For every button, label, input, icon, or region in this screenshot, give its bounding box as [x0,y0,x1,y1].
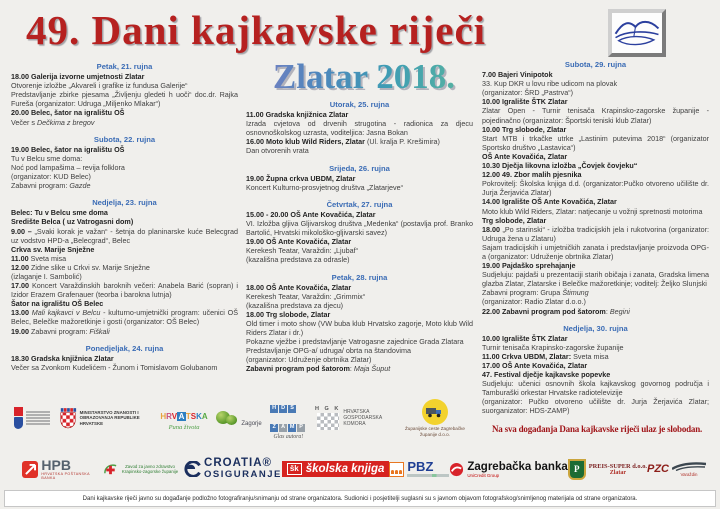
date-header: Četvrtak, 27. rujna [326,199,393,209]
page-subtitle: Zlatar 2018. [248,57,480,97]
pzc-swoosh-icon [672,461,706,471]
event-line: Sudjeluju: pajdaši u prezentaciji starih običaja i zanata, Gradska limena glazba Zlatar, Zlatarske i Belečke mažoretkinje; voditelj: Željko Slunjski [482,270,709,289]
event-line: 19.00 Zabavni program: Fiškali [11,326,110,336]
hpb-sublabel: HRVATSKA POŠTANSKA BANKA [41,471,90,480]
event-line: Trg slobode, Zlatar [482,215,547,225]
hds-zamp-logo [270,396,306,440]
event-line: 15.00 - 20.00 OŠ Ante Kovačića, Zlatar [246,209,376,219]
event-line: 12.00 49. Zbor malih pjesnika [482,170,582,180]
zagrebacka-banka-label: Zagrebačka banka [467,460,568,473]
croatia-osiguranje-logo [179,458,282,480]
event-line: 18.30 Gradska knjižnica Zlatar [11,353,114,363]
event-line: Sajam tradicijskih i umjetničkih zanata i predstavljanje proizvoda OPG-a (organizator: Udruženje obrtnika Zlatar) [482,242,709,261]
event-line: Zabavni program: Grupa Štimung [482,288,589,298]
event-line: 19.00 OŠ Ante Kovačića, Zlatar [246,237,352,247]
event-line: (organizator: Pučko otvoreno učilište dr. Jurja Žerjavića Zlatar; suorganizator: HDS-ZAMP) [482,397,709,416]
pzc-logo [647,461,706,477]
zaba-mark-icon [449,462,464,477]
zupanijske-ceste-label: Županijske ceste Zagrebačke županije d.o.o. [404,426,465,437]
event-line: Pokrovitelj: Školska knjiga d.d. (organizator:Pučko otvoreno učilište dr. Jurja Žerjavića Zlatar) [482,179,709,198]
photo-consent-text: Dani kajkavske riječi javno su događanje podložno fotografiranju/snimanju od strane organizatora. Sudionici i posjetitelji suglasni su s javnom objavom fotografskog/snimljenog materijala od strane organizatora. [82,495,638,502]
croatia-label: CROATIA® [204,457,273,469]
date-header: Utorak, 25. rujna [329,100,390,109]
event-line: Večer sa Zvonkom Kudelićem - Žunom i Tomislavom Golubanom [11,362,218,372]
zavod-zdravstvo-logo [103,462,179,477]
event-line: 18.00 „Po starinski“ - izložba tradicijskih jela i rukotvorina (organizator: Udruga žena u Zlataru) [482,224,710,243]
puna-zivota-label: Puna života [168,423,200,431]
date-header: Subota, 22. rujna [93,134,156,144]
event-line: Belec: Tu v Belcu sme doma [11,208,108,218]
event-line: Izrada cvjetova od drvenih strugotina - radionica za djecu osnovnoškolskog uzrasta, voditeljica: Jasna Bokan [246,119,473,138]
event-line: 11.00 Sveta misa [11,253,67,263]
event-line: 14.00 Igralište OŠ Ante Kovačića, Zlatar [482,197,617,207]
zagrebacka-banka-logo [449,461,567,478]
program-column-left [11,62,238,372]
hpb-arrow-icon [22,461,38,478]
event-line: Dan otvorenih vrata [246,146,309,156]
preis-super-label: PREIS-SUPER d.o.o. [588,462,647,470]
event-line: 10.00 Igralište ŠTK Zlatar [482,333,568,343]
pbz-logo [389,461,449,477]
page-title: 49. Dani kajkavske riječi [26,7,487,53]
event-line: 12.00 Zidne slike u Crkvi sv. Marije Snježne [11,262,150,272]
event-line: Šator na igralištu OŠ Belec [11,299,104,309]
date-header: Petak, 21. rujna [96,62,153,71]
event-line: 17.00 OŠ Ante Kovačića, Zlatar [482,361,588,370]
program-column-right [482,60,709,416]
event-line: Moto klub Wild Riders, Zlatar: natjecanje u vožnji spretnosti motorima [482,206,703,216]
footer-bar [4,490,716,507]
hgk-checker-icon [317,413,339,430]
event-line: 10.30 Dječja likovna izložba „Čovjek čovjeku“ [482,161,638,171]
pbz-waves-icon [389,462,404,477]
hrvatska-puna-zivota-logo [160,406,207,431]
event-line: Zabavni program pod šatorom: Maja Šuput [246,364,391,374]
zamp-letter-squares: Z A M P [270,415,306,433]
unicredit-label: UniCredit Group [467,472,500,478]
event-line: 17.00 Koncert Varaždinskih baroknih večeri: Anabela Barić (sopran) i Izidor Erazem Grafenauer (teorba i barokna lutnja) [11,281,238,300]
event-line: Pokazne vježbe i predstavljanje Vatrogasne zajednice Grada Zlatara [246,337,464,347]
event-line: 19.00 Pajdaško sprehajanje [482,261,576,271]
event-line: 18.00 Galerija izvorne umjetnosti Zlatar [11,72,145,82]
hgk-label: HRVATSKA GOSPODARSKA KOMORA [343,409,382,427]
date-header: Nedjelja, 23. rujna [92,198,157,208]
event-line: Old timer i moto show (VW buba klub Hrvatsko zagorje, Moto klub Wild Riders Zlatar i dr.) [246,318,473,338]
event-line: Zlatar Open - Turnir tenisača Krapinsko-zagorske županije - pojedinačno (organizator: Športski teniski klub Zlatar) [482,106,709,125]
pbz-small-text [407,474,449,477]
croatia-monogram-icon [179,461,201,477]
sponsor-row-companies [22,458,706,480]
event-line: Otvorenje izložbe „Akvareli i grafike iz fundusa Galerije“ [11,81,188,91]
zavod-zdravstvo-label: Zavod za javno zdravstvo Krapinsko-zagorske županije [121,463,179,474]
event-line: 20.00 Belec, šator na igralištu OŠ [11,108,125,118]
hrvatska-wordmark: HRV A TSKA [160,411,208,421]
event-line: 33. Kup DKR u lovu ribe udicom na plovak [482,79,618,89]
event-line: OŠ Ante Kovačića, Zlatar [482,151,568,161]
event-line: Noć pod lampašima – revija folklora [11,162,125,172]
glas-autora-tagline: Glas autora! [273,434,304,440]
event-line: 11.00 Crkva UBDM, Zlatar: Sveta misa [482,351,609,361]
event-line: (organizator: Udruženje obrtnika Zlatar) [246,355,372,365]
skolska-knjiga-logo [282,461,390,477]
hds-letter-squares: H D S [272,405,294,411]
date-header: Petak, 28. rujna [331,272,388,282]
event-line: Zabavni program: Gazde [11,181,91,191]
event-line: 10.00 Trg slobode, Zlatar [482,124,567,134]
event-line: Predstavljanje zbirke pjesama „Življenju gledeti h uoči“ doc.dr. Rajka Fureša (organizator: Udruga „Miljenko Mlakar“) [11,90,238,109]
date-header: Srijeda, 26. rujna [329,163,390,173]
program-column-middle [246,100,473,374]
zupanijske-ceste-logo [404,399,466,437]
ministry-culture-icon [14,407,23,429]
green-apples-icon [216,409,238,427]
date-header: Nedjelja, 30. rujna [563,323,628,333]
road-truck-icon [422,399,448,425]
ministarstvo-kulture-logo [14,407,50,429]
preis-super-logo [568,459,647,480]
event-line: 19.00 Belec, šator na igralištu OŠ [11,144,125,154]
event-line: (organizator: KUD Belec) [11,172,91,182]
sk-mark: šk [287,463,302,475]
event-line: 10.00 Igralište ŠTK Zlatar [482,97,568,107]
event-line: 18.00 Trg slobode, Zlatar [246,309,331,319]
event-line: Sudjeluju: učenici osnovnih škola kajkavskog govornog područja i Tamburaški orkestar Hrvatske radiotelevizije [482,379,709,398]
date-header: Subota, 29. rujna [564,60,627,69]
croatian-coat-of-arms-icon [59,408,77,429]
event-line: (organizator: Radio Zlatar d.o.o.) [482,297,586,307]
event-line: 22.00 Zabavni program pod šatorom: Begini [482,306,630,316]
hgk-letters: H G K [315,406,341,412]
event-line: Kerekesh Teatar, Varaždin: „Grimmix“ [246,291,366,301]
date-header: Ponedjeljak, 24. rujna [85,343,164,353]
event-line: (kazališna predstava za odrasle) [246,255,350,265]
hpb-label: HPB [41,456,71,473]
hpb-logo [22,456,103,480]
hills-eye-icon [614,15,660,51]
dani-kajkavske-rijeci-logo [608,9,666,57]
pbz-label: PBZ [407,459,434,475]
skolska-knjiga-label: školska knjiga [305,463,385,475]
event-line: Večer s Dečkima z bregov [11,117,95,127]
event-line: 47. Festival dječje kajkavske popevke [482,370,611,380]
event-line: Turnir tenisača Krapinsko-zagorske županije [482,342,624,352]
zagorje-label: Zagorje [241,421,262,427]
event-line: 13.00 Mali kajkavci v Belcu - kulturno-umjetnički program: učenici OŠ Belec, Belečke mažoretkinje i gosti (organizator: OŠ Belec) [11,308,238,327]
hgk-logo [315,406,395,430]
ministry-culture-small-text [26,411,50,424]
event-line: Koncert Kulturno-prosvjetnog društva „Zlatarjeve“ [246,182,403,192]
free-entry-notice: Na sva događanja Dana kajkavske riječi ulaz je slobodan. [492,424,703,434]
event-line: 18.00 OŠ Ante Kovačića, Zlatar [246,282,352,292]
event-line: 16.00 Moto klub Wild Riders, Zlatar (Ul. kralja P. Krešimira) [246,137,440,147]
event-line: Središte Belca ( uz Vatrogasni dom) [11,217,134,227]
event-line: (kazališna predstava za djecu) [246,300,344,310]
zagorje-logo [216,409,261,427]
health-cross-icon [103,462,118,477]
preis-zlatar-label: Zlatar [609,469,627,476]
event-line: 11.00 Gradska knjižnica Zlatar [246,110,349,120]
event-line: 9.00 – „Svaki korak je važan“ - šetnja do planinarske kuće Belecgrad uz vodstvo HPD-a „Belecgrad“, Belec [11,226,239,245]
event-line: (izlaganje I. Sambolić) [11,271,82,281]
event-line: (organizator: ŠRD „Pastrva“) [482,88,574,98]
event-line: Kerekesh Teatar, Varaždin: „Ljubaf“ [246,246,358,256]
preis-shield-icon: P [568,459,586,480]
event-line: 7.00 Bajeri Vinipotok [482,70,553,80]
osiguranje-label: OSIGURANJE [204,469,282,480]
pzc-label: PZC [647,463,669,475]
event-line: Start MTB i trkačke utrke „Lastinim putevima 2018“ (organizator Sportsko društvo „Lastavica“) [482,133,709,152]
event-line: Tu v Belcu sme doma: [11,153,83,163]
event-line: Crkva sv. Marije Snježne [11,244,95,254]
ministarstvo-znanosti-logo [59,408,152,429]
event-line: Predstavljanje OPG-a/ udruga/ obrta na štandovima [246,346,412,356]
event-line: 19.00 Župna crkva UBDM, Zlatar [246,173,356,183]
pzc-varazdin-label: Varaždin [680,472,698,477]
event-line: VI. Izložba gljiva Gljivarskog društva „Medenka“ (postavlja prof. Branko Bartolić, Hrvatski mikološko-gljivarski savez) [246,219,473,238]
sponsor-row-institutions [14,396,466,440]
ministry-science-label: MINISTARSTVO ZNANOSTI I OBRAZOVANJA REPUBLIKE HRVATSKE [79,409,140,426]
